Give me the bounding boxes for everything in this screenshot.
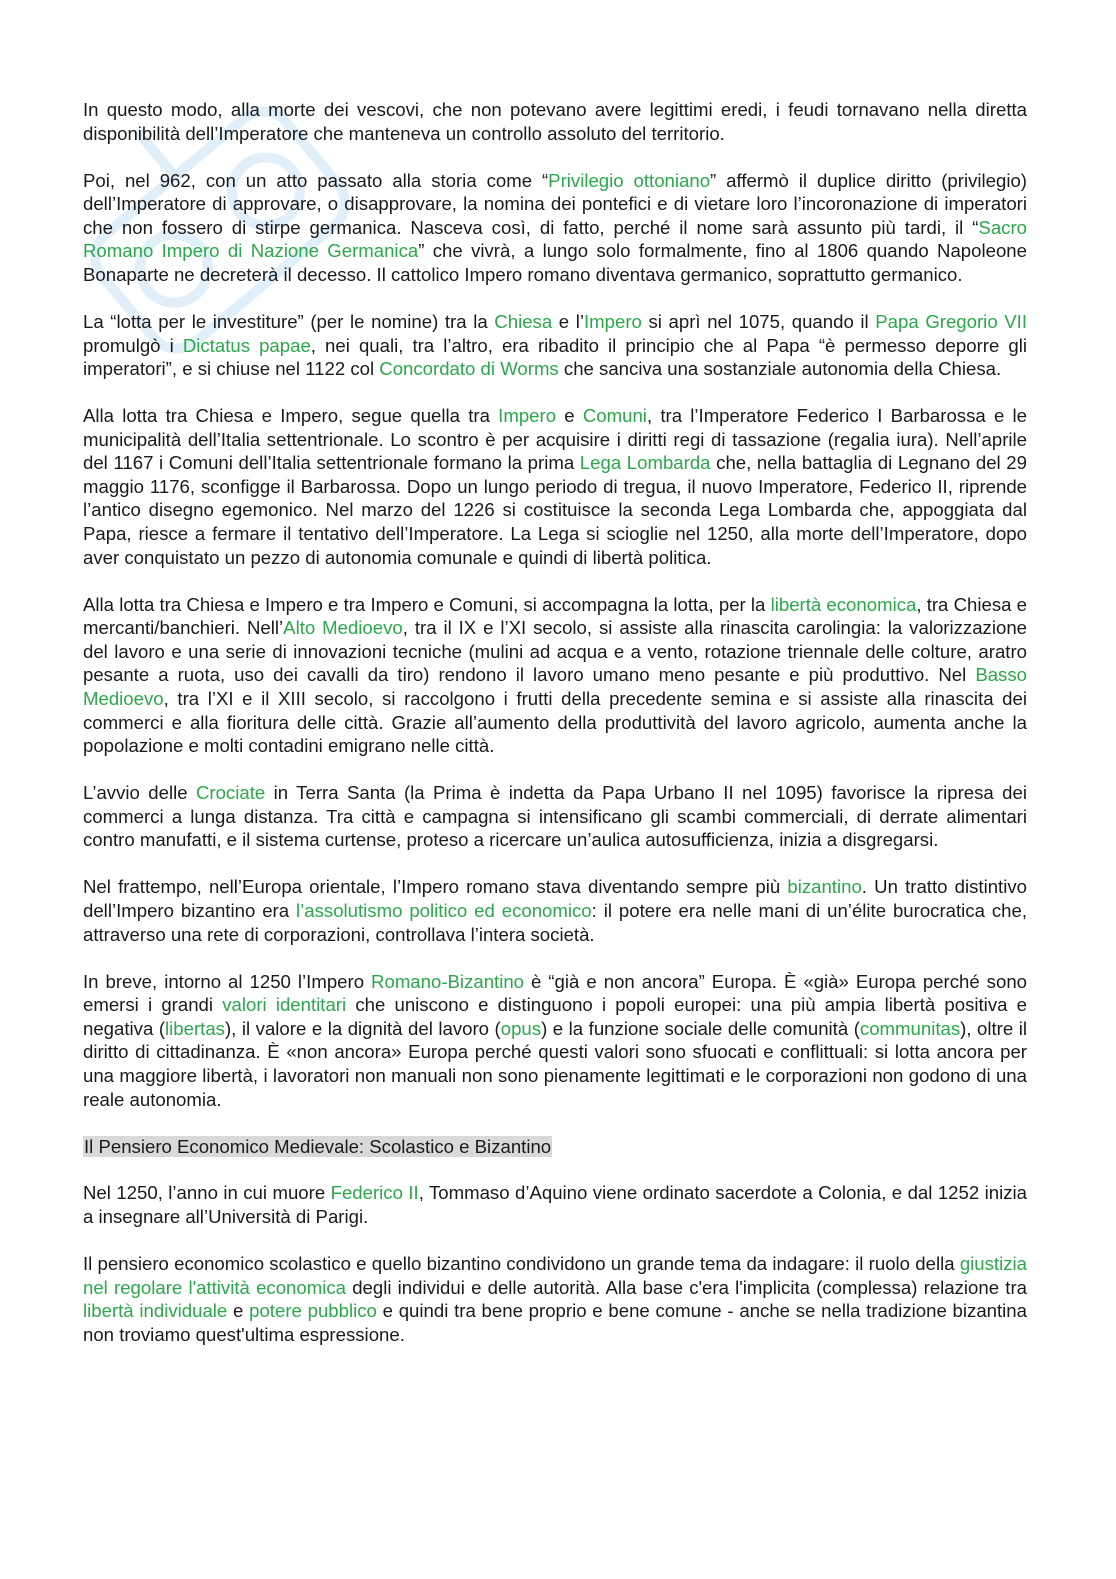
text-run: e quindi tra bene proprio e bene comune - anche se nella tradizione bizantina non troviamo quest'ultima espressione. — [83, 1300, 1027, 1345]
highlighted-term: Federico II — [330, 1182, 419, 1204]
text-run: , nei quali, tra l’altro, era ribadito il principio che al Papa “è permesso deporre gli imperatori”, e si chiuse nel 1122 col — [83, 334, 1027, 380]
highlighted-term: Crociate — [195, 782, 266, 804]
highlighted-term: opus — [500, 1017, 542, 1039]
text-run: ), il valore e la dignità del lavoro ( — [224, 1017, 501, 1039]
text-run: : il potere era nelle mani di un’élite burocratica che, attraverso una rete di corporazioni, controllava l’intera società. — [83, 899, 1027, 945]
text-run: In questo modo, alla morte dei vescovi, che non potevano avere legittimi eredi, i feudi tornavano nella diretta disponibilità dell’Imperatore che manteneva un controllo assoluto del territorio. — [83, 99, 1027, 144]
highlighted-term: communitas — [859, 1017, 961, 1039]
highlighted-term: Alto Medioevo — [283, 617, 403, 639]
paragraph — [83, 404, 1027, 569]
highlighted-term: Romano-Bizantino — [371, 970, 525, 992]
text-run: Il pensiero economico scolastico e quello bizantino condividono un grande tema da indagare: il ruolo della — [83, 1253, 960, 1275]
text-run: Nel frattempo, nell’Europa orientale, l’Impero romano stava diventando sempre più — [83, 876, 788, 898]
highlighted-term: l’assolutismo politico ed economico — [296, 899, 592, 921]
text-run: in Terra Santa (la Prima è indetta da Papa Urbano II nel 1095) favorisce la ripresa dei commerci a lunga distanza. Tra città e campagna si intensificano gli scambi commerciali, di derrate alimentari contro manufatti, e il sistema curtense, proteso a ricercare un’aulica autosufficienza, inizia a disgregarsi. — [83, 782, 1027, 851]
highlighted-term: Privilegio ottoniano — [548, 169, 711, 191]
text-run: Nel 1250, l’anno in cui muore — [83, 1182, 331, 1204]
paragraph — [83, 781, 1027, 852]
paragraph — [83, 1181, 1027, 1228]
highlighted-term: Concordato di Worms — [379, 358, 559, 380]
paragraph — [83, 98, 1027, 145]
highlighted-term: libertà economica — [770, 593, 917, 615]
text-run: e — [556, 405, 583, 427]
highlighted-term: Papa Gregorio VII — [875, 310, 1028, 332]
paragraph — [83, 875, 1027, 946]
text-run: che, nella battaglia di Legnano del 29 maggio 1176, sconfigge il Barbarossa. Dopo un lungo periodo di tregua, il nuovo Imperatore, Federico II, riprende l’antico disegno egemonico. Nel marzo del 1226 si costituisce la seconda Lega Lombarda che, appoggiata dal Papa, riesce a fermare il tentativo dell’Imperatore. La Lega si scioglie nel 1250, alla morte dell’Imperatore, dopo aver conquistato un pezzo di autonomia comunale e quindi di libertà politica. — [83, 452, 1027, 568]
text-run: ), oltre il diritto di cittadinanza. È «non ancora» Europa perché questi valori sono sfuocati e conflittuali: si lotta ancora per una maggiore libertà, i lavoratori non manuali non sono pienamente legittimati e le corporazioni non godono di una reale autonomia. — [83, 1017, 1027, 1110]
highlighted-term: Sacro Romano Impero di Nazione Germanica — [83, 216, 1027, 262]
text-run: , Tommaso d’Aquino viene ordinato sacerdote a Colonia, e dal 1252 inizia a insegnare all’Università di Parigi. — [83, 1182, 1027, 1228]
highlighted-term: giustizia nel regolare l'attività economica — [83, 1253, 1027, 1298]
text-run: è “già e non ancora” Europa. È «già» Europa perché sono emersi i grandi — [83, 970, 1027, 1016]
paragraph — [83, 970, 1027, 1112]
text-run: , tra l’Imperatore Federico I Barbarossa e le municipalità dell’Italia settentrionale. Lo scontro è per acquisire i diritti regi di tassazione (regalia iura). Nell’aprile del 1167 i Comuni dell’Italia settentrionale formano la prima — [83, 405, 1027, 474]
text-run: e — [227, 1300, 250, 1322]
text-run: ) e la funzione sociale delle comunità ( — [541, 1017, 860, 1039]
text-run: degli individui e delle autorità. Alla base c'era l'implicita (complessa) relazione tra — [345, 1276, 1027, 1298]
text-run: , tra il IX e l’XI secolo, si assiste alla rinascita carolingia: la valorizzazione del lavoro e una serie di innovazioni tecniche (mulini ad acqua e a vento, rotazione triennale delle colture, aratro pesante a ruota, uso dei cavalli da tiro) rendono il lavoro umano meno pesante e più produttivo. Nel — [83, 617, 1027, 686]
text-run: Alla lotta tra Chiesa e Impero e tra Impero e Comuni, si accompagna la lotta, per la — [83, 593, 771, 615]
paragraphs-before-heading — [83, 98, 1027, 1111]
highlighted-term: Basso Medioevo — [83, 664, 1027, 710]
text-run: La “lotta per le investiture” (per le nomine) tra la — [83, 310, 495, 332]
highlighted-term: libertà individuale — [83, 1300, 228, 1322]
text-run: ” che vivrà, a lungo solo formalmente, fino al 1806 quando Napoleone Bonaparte ne decreterà il decesso. Il cattolico Impero romano diventava germanico, soprattutto germanico. — [83, 240, 1027, 285]
text-run: promulgò i — [83, 334, 183, 356]
section-heading: Il Pensiero Economico Medievale: Scolastico e Bizantino — [84, 1135, 552, 1157]
text-run: . Un tratto distintivo dell’Impero bizantino era — [83, 876, 1027, 921]
text-run: ” affermò il duplice diritto (privilegio) dell’Imperatore di approvare, o disapprovare, la nomina dei pontefici e di vietare loro l’incoronazione di imperatori che non fossero di stirpe germanica. Nasceva così, di fatto, perché il nome sarà assunto più tardi, il “ — [83, 169, 1027, 238]
highlighted-term: Comuni — [582, 405, 647, 427]
text-run: Poi, nel 962, con un atto passato alla storia come “ — [83, 169, 549, 191]
text-run: , tra l’XI e il XIII secolo, si raccolgono i frutti della precedente semina e si assiste alla rinascita dei commerci e alla fioritura delle città. Grazie all’aumento della produttività del lavoro agricolo, aumenta anche la popolazione e molti contadini emigrano nelle città. — [83, 688, 1027, 757]
paragraph — [83, 593, 1027, 758]
highlighted-term: Impero — [584, 310, 642, 332]
highlighted-term: potere pubblico — [249, 1300, 377, 1322]
highlighted-term: Impero — [498, 405, 557, 427]
highlighted-term: Dictatus papae — [182, 334, 311, 356]
text-run: che uniscono e distinguono i popoli europei: una più ampia libertà positiva e negativa ( — [83, 994, 1027, 1039]
text-run: In breve, intorno al 1250 l’Impero — [83, 970, 372, 992]
document-body — [83, 98, 1027, 1370]
text-run: Alla lotta tra Chiesa e Impero, segue quella tra — [83, 405, 499, 427]
text-run: , tra Chiesa e mercanti/banchieri. Nell’ — [83, 593, 1027, 639]
highlighted-term: Lega Lombarda — [579, 452, 711, 474]
paragraph — [83, 1252, 1027, 1346]
paragraphs-after-heading — [83, 1181, 1027, 1346]
paragraph — [83, 169, 1027, 287]
highlighted-term: Chiesa — [494, 310, 553, 332]
highlighted-term: bizantino — [787, 876, 862, 898]
highlighted-term: libertas — [165, 1017, 225, 1039]
text-run: si aprì nel 1075, quando il — [641, 310, 876, 332]
section-heading-wrapper — [83, 1135, 1027, 1159]
text-run: e l’ — [552, 310, 585, 332]
text-run: che sanciva una sostanziale autonomia della Chiesa. — [558, 358, 1002, 380]
highlighted-term: valori identitari — [222, 994, 347, 1016]
text-run: L’avvio delle — [83, 782, 196, 804]
paragraph — [83, 310, 1027, 381]
